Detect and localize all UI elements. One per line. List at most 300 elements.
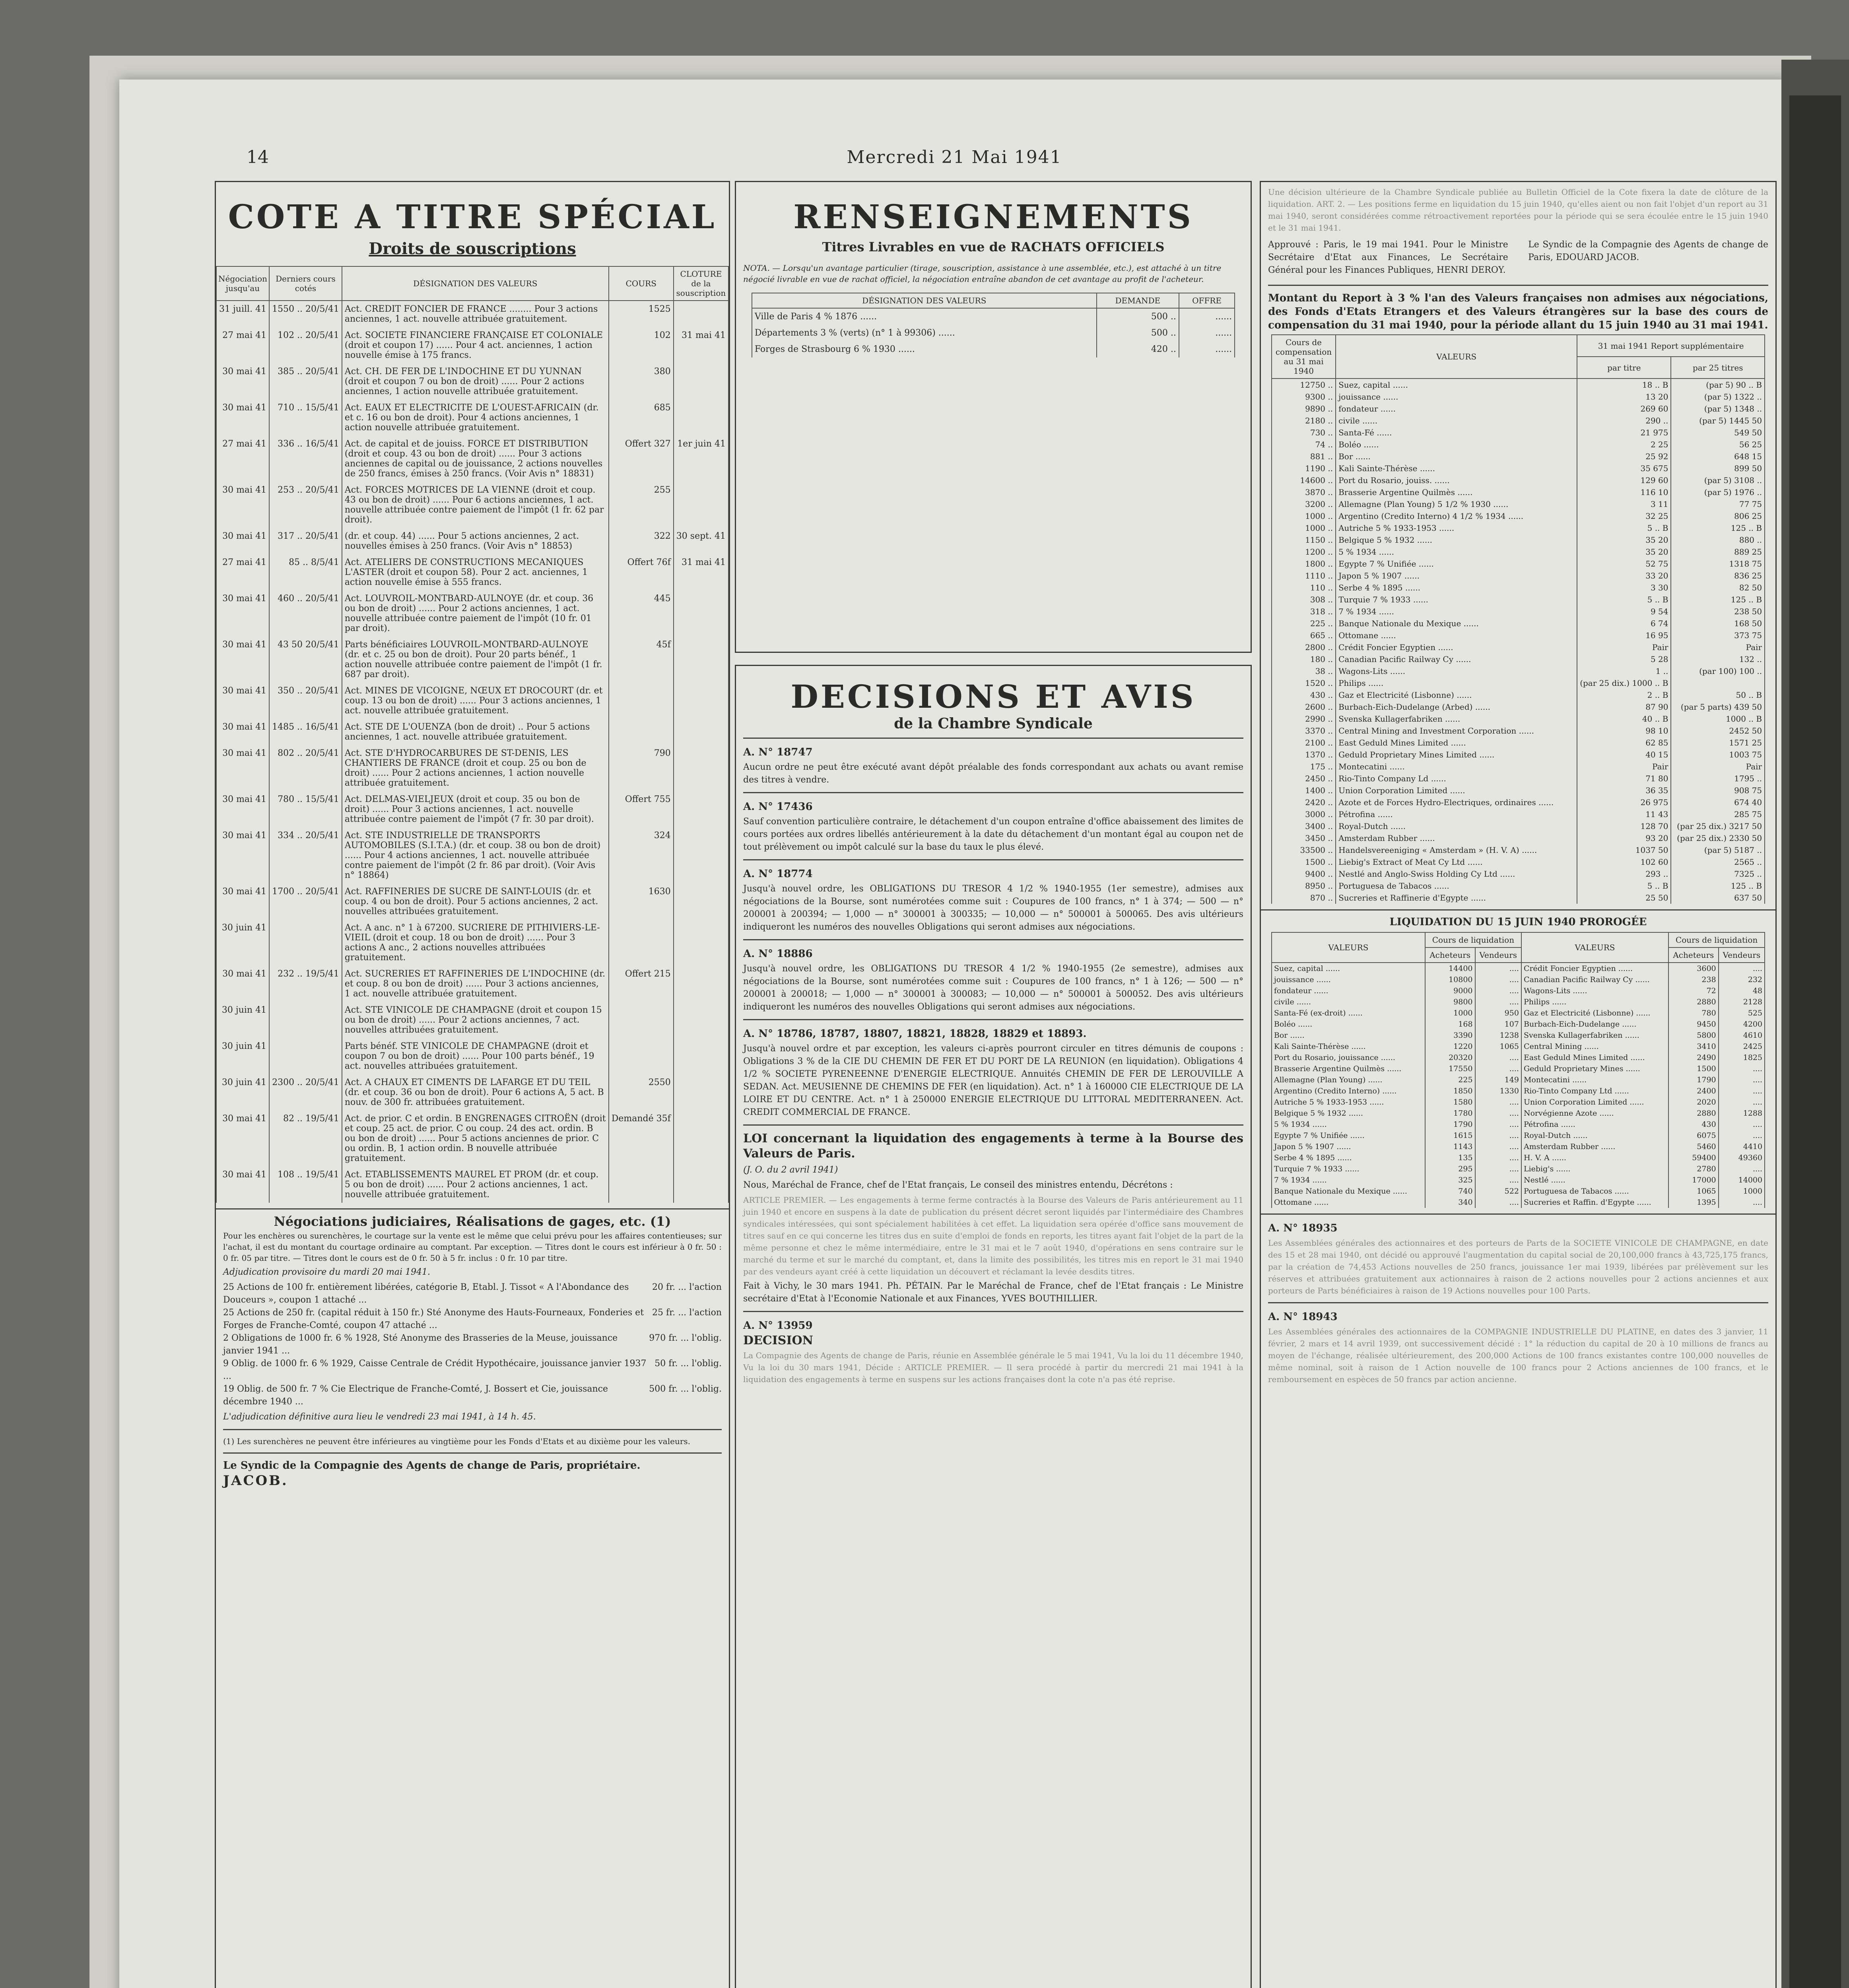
report-par-titre: 290 .. bbox=[1577, 415, 1671, 427]
cours-value bbox=[609, 683, 674, 719]
table-row bbox=[1272, 1186, 1765, 1197]
cloture-date bbox=[674, 301, 728, 327]
table-row bbox=[1272, 498, 1765, 510]
decisions-title: DECISIONS ET AVIS bbox=[790, 678, 1196, 715]
liq-acheteurs: 1790 bbox=[1668, 1074, 1719, 1085]
avis-number: A. N° 18774 bbox=[743, 868, 813, 880]
report-valeur: Svenska Kullagerfabriken ...... bbox=[1336, 713, 1577, 725]
table-row bbox=[1272, 1052, 1765, 1063]
liq-valeur: Norvégienne Azote ...... bbox=[1521, 1108, 1668, 1119]
list-item bbox=[223, 1383, 722, 1408]
liq-valeur: Turquie 7 % 1933 ...... bbox=[1272, 1163, 1425, 1175]
list-item bbox=[223, 1281, 722, 1307]
report-valeur: Wagons-Lits ...... bbox=[1336, 665, 1577, 677]
avis-18935 bbox=[1261, 1222, 1775, 1385]
liq-valeur: Amsterdam Rubber ...... bbox=[1521, 1141, 1668, 1152]
liquidation-title: LIQUIDATION DU 15 JUIN 1940 PROROGÉE bbox=[1389, 916, 1647, 928]
report-cours: 2420 .. bbox=[1272, 796, 1336, 808]
table-row bbox=[1272, 534, 1765, 546]
report-valeur: civile ...... bbox=[1336, 415, 1577, 427]
cloture-date bbox=[674, 637, 728, 683]
liq-vendeurs: 1238 bbox=[1475, 1030, 1521, 1041]
liq-vendeurs: .... bbox=[1475, 996, 1521, 1008]
avis-text: Les Assemblées générales des actionnaires et des porteurs de Parts de la SOCIETE VINICOLE DE CHAMPAGNE, en date des 15 et 28 mai 1940, ont décidé ou approuvé l'augmentation du capital social de 20,100,000 francs à 43,725,175 francs, par la création de 74,453 Actions nouvelles de 250 francs, jouissance 1er mai 1939, libérées par prélèvement sur les réserves et attribuées gratuitement aux actionnaires à raison de 2 actions nouvelles pour 2 actions anciennes et aux porteurs de Parts bénéficiaires à raison de 19 Actions nouvelles pour 100 Parts. bbox=[1268, 1238, 1768, 1295]
report-par-25: 1795 .. bbox=[1671, 773, 1765, 784]
rachat-valeur: Départements 3 % (verts) (n° 1 à 99306) ...... bbox=[752, 325, 1097, 341]
avis-list bbox=[736, 738, 1251, 1119]
liq-acheteurs: 10800 bbox=[1425, 974, 1475, 985]
report-cours: 881 .. bbox=[1272, 450, 1336, 462]
liq-vendeurs: 232 bbox=[1719, 974, 1765, 985]
table-row bbox=[1272, 1197, 1765, 1208]
negociation-date: 30 mai 41 bbox=[216, 590, 269, 637]
rachats-header-2: OFFRE bbox=[1179, 293, 1235, 308]
report-par-25: 674 40 bbox=[1671, 796, 1765, 808]
liq-vendeurs: .... bbox=[1475, 963, 1521, 974]
droits-header-4: CLOTURE de la souscription bbox=[674, 266, 728, 301]
liq-valeur: Svenska Kullagerfabriken ...... bbox=[1521, 1030, 1668, 1041]
table-row bbox=[1272, 761, 1765, 773]
liq-valeur: Philips ...... bbox=[1521, 996, 1668, 1008]
dernier-cours: 350 .. 20/5/41 bbox=[269, 683, 342, 719]
report-par-titre: 35 20 bbox=[1577, 534, 1671, 546]
table-row bbox=[216, 1167, 728, 1203]
table-row bbox=[216, 745, 728, 791]
table-row bbox=[1272, 1175, 1765, 1186]
table-row bbox=[1272, 832, 1765, 844]
report-par-titre: 269 60 bbox=[1577, 403, 1671, 415]
liq-vendeurs: .... bbox=[1719, 1063, 1765, 1074]
report-cours: 225 .. bbox=[1272, 617, 1336, 629]
dernier-cours: 1550 .. 20/5/41 bbox=[269, 301, 342, 327]
liq-acheteurs: 1395 bbox=[1668, 1197, 1719, 1208]
dernier-cours: 385 .. 20/5/41 bbox=[269, 363, 342, 400]
liq-acheteurs: 135 bbox=[1425, 1152, 1475, 1163]
report-cours: 2450 .. bbox=[1272, 773, 1336, 784]
table-row bbox=[1272, 546, 1765, 558]
liq-vendeurs: 2425 bbox=[1719, 1041, 1765, 1052]
report-par-25: 373 75 bbox=[1671, 629, 1765, 641]
report-valeur: jouissance ...... bbox=[1336, 391, 1577, 403]
table-row bbox=[216, 301, 728, 327]
signature-line: Le Syndic de la Compagnie des Agents de change de Paris, propriétaire. bbox=[223, 1460, 641, 1472]
liq-valeur: fondateur ...... bbox=[1272, 985, 1425, 996]
droits-header-1: Derniers cours cotés bbox=[269, 266, 342, 301]
report-cours: 3400 .. bbox=[1272, 820, 1336, 832]
continuation-body: Une décision ultérieure de la Chambre Syndicale publiée au Bulletin Officiel de la Cote fixera la date de clôture de la liquidation. ART. 2. — Les positions ferme en liquidation du 15 juin 1940, qu'elles aient ou non fait l'objet d'un report au 31 mai 1940, seront considérées comme rétroactivement reportées pour la période qui se sera écoulée entre le 15 juin 1940 et le 31 mai 1941. bbox=[1268, 187, 1768, 233]
cloture-date bbox=[674, 1002, 728, 1038]
report-cours: 1370 .. bbox=[1272, 749, 1336, 761]
valeur-designation: Act. STE VINICOLE DE CHAMPAGNE (droit et coupon 15 ou bon de droit) ...... Pour 2 actions anciennes, 7 act. nouvelles attribuées gratuitement. bbox=[342, 1002, 609, 1038]
dernier-cours: 2300 .. 20/5/41 bbox=[269, 1074, 342, 1110]
report-valeur: Pétrofina ...... bbox=[1336, 808, 1577, 820]
valeur-designation: Parts bénéf. STE VINICOLE DE CHAMPAGNE (droit et coupon 7 ou bon de droit) ...... Pour 100 parts bénéf., 19 act. nouvelles attribuées gratuitement. bbox=[342, 1038, 609, 1074]
report-par-25: 836 25 bbox=[1671, 570, 1765, 582]
liq-valeur: Gaz et Electricité (Lisbonne) ...... bbox=[1521, 1008, 1668, 1019]
report-valeur: Port du Rosario, jouiss. ...... bbox=[1336, 474, 1577, 486]
rachat-demande: 500 .. bbox=[1097, 308, 1179, 325]
liq-acheteurs: 325 bbox=[1425, 1175, 1475, 1186]
valeur-designation: Act. MINES DE VICOIGNE, NŒUX ET DROCOURT (dr. et coup. 13 ou bon de droit) ...... Pour 3 actions anciennes, 1 act. nouvelle attribuée gratuitement. bbox=[342, 683, 609, 719]
continuation-text bbox=[1261, 186, 1775, 332]
report-header-group: 31 mai 1941 Report supplémentaire bbox=[1577, 335, 1765, 357]
valeur-designation: Act. DELMAS-VIELJEUX (droit et coup. 35 ou bon de droit) ...... Pour 3 actions anciennes, 1 act. nouvelle attribuée contre paiement de l'impôt (7 fr. 30 par droit). bbox=[342, 791, 609, 827]
report-cours: 730 .. bbox=[1272, 427, 1336, 439]
report-valeur: Montecatini ...... bbox=[1336, 761, 1577, 773]
cours-value: 685 bbox=[609, 400, 674, 436]
report-cours: 3200 .. bbox=[1272, 498, 1336, 510]
report-cours: 14600 .. bbox=[1272, 474, 1336, 486]
liq-vendeurs: .... bbox=[1475, 1175, 1521, 1186]
report-par-25: Pair bbox=[1671, 761, 1765, 773]
adjudication-text: 25 Actions de 100 fr. entièrement libérées, catégorie B, Etabl. J. Tissot « A l'Abondance des Douceurs », coupon 1 attaché ... bbox=[223, 1282, 629, 1305]
valeur-designation: Act. STE INDUSTRIELLE DE TRANSPORTS AUTOMOBILES (S.I.T.A.) (dr. et coup. 38 ou bon de droit) ...... Pour 4 actions anciennes, 1 act. nouvelle attribuée contre paiement de l'impôt (2 fr. 86 par droit). (Voir Avis n° 18864) bbox=[342, 827, 609, 883]
negociation-date: 30 mai 41 bbox=[216, 683, 269, 719]
liq-header-acheteurs-left: Acheteurs bbox=[1425, 947, 1475, 963]
liq-acheteurs: 780 bbox=[1668, 1008, 1719, 1019]
valeur-designation: Act. CREDIT FONCIER DE FRANCE ........ Pour 3 actions anciennes, 1 act. nouvelle attribuée gratuitement. bbox=[342, 301, 609, 327]
liq-vendeurs: .... bbox=[1719, 1074, 1765, 1085]
report-cours: 33500 .. bbox=[1272, 844, 1336, 856]
report-valeur: Nestlé and Anglo-Swiss Holding Cy Ltd ...... bbox=[1336, 868, 1577, 880]
liq-valeur: Ottomane ...... bbox=[1272, 1197, 1425, 1208]
valeur-designation: Act. STE DE L'OUENZA (bon de droit) .. Pour 5 actions anciennes, 1 act. nouvelle attribuée gratuitement. bbox=[342, 719, 609, 745]
table-row bbox=[1272, 1108, 1765, 1119]
table-row bbox=[1272, 856, 1765, 868]
cours-value: 790 bbox=[609, 745, 674, 791]
liq-valeur: H. V. A ...... bbox=[1521, 1152, 1668, 1163]
liq-vendeurs: .... bbox=[1475, 1052, 1521, 1063]
divider bbox=[223, 1429, 722, 1430]
report-cours: 1200 .. bbox=[1272, 546, 1336, 558]
table-row bbox=[1272, 474, 1765, 486]
valeur-designation: Act. CH. DE FER DE L'INDOCHINE ET DU YUNNAN (droit et coupon 7 ou bon de droit) ...... Pour 2 actions anciennes, 1 action nouvelle attribuée gratuitement. bbox=[342, 363, 609, 400]
scan-edge bbox=[1789, 95, 1841, 1988]
table-row bbox=[216, 827, 728, 883]
liq-acheteurs: 9000 bbox=[1425, 985, 1475, 996]
report-par-titre: 18 .. B bbox=[1577, 379, 1671, 391]
cloture-date bbox=[674, 1038, 728, 1074]
droits-table bbox=[216, 266, 729, 1203]
adjudication-list bbox=[223, 1281, 722, 1408]
liq-valeur: Boléo ...... bbox=[1272, 1019, 1425, 1030]
report-par-titre: 98 10 bbox=[1577, 725, 1671, 737]
negociation-date: 27 mai 41 bbox=[216, 327, 269, 363]
rule-divider bbox=[743, 859, 1243, 860]
report-valeur: Suez, capital ...... bbox=[1336, 379, 1577, 391]
table-row bbox=[1272, 582, 1765, 594]
report-cours: 2180 .. bbox=[1272, 415, 1336, 427]
adjudication-price: 20 fr. ... l'action bbox=[652, 1282, 722, 1292]
valeur-designation: Act. STE D'HYDROCARBURES DE ST-DENIS, LES CHANTIERS DE FRANCE (droit et coup. 25 ou bon de droit) ...... Pour 2 actions anciennes, 1 action nouvelle attribuée gratuitement. bbox=[342, 745, 609, 791]
dernier-cours: 232 .. 19/5/41 bbox=[269, 966, 342, 1002]
valeur-designation: Act. EAUX ET ELECTRICITE DE L'OUEST-AFRICAIN (dr. et c. 16 ou bon de droit). Pour 4 actions anciennes, 1 action nouvelle attribuée gratuitement. bbox=[342, 400, 609, 436]
table-row bbox=[1272, 391, 1765, 403]
report-par-titre: 129 60 bbox=[1577, 474, 1671, 486]
adjudication-price: 970 fr. ... l'oblig. bbox=[649, 1333, 722, 1343]
report-header-par-25: par 25 titres bbox=[1671, 357, 1765, 379]
report-par-25: (par 5) 3108 .. bbox=[1671, 474, 1765, 486]
liq-vendeurs: .... bbox=[1475, 1108, 1521, 1119]
report-cours: 9300 .. bbox=[1272, 391, 1336, 403]
dernier-cours: 85 .. 8/5/41 bbox=[269, 554, 342, 590]
cloture-date bbox=[674, 482, 728, 528]
liq-valeur: Montecatini ...... bbox=[1521, 1074, 1668, 1085]
report-par-titre: 52 75 bbox=[1577, 558, 1671, 570]
droits-header-0: Négociation jusqu'au bbox=[216, 266, 269, 301]
liq-acheteurs: 1615 bbox=[1425, 1130, 1475, 1141]
signature-name: JACOB. bbox=[223, 1473, 288, 1489]
report-par-25: 2565 .. bbox=[1671, 856, 1765, 868]
report-cours: 870 .. bbox=[1272, 892, 1336, 904]
table-row bbox=[1272, 963, 1765, 974]
table-row bbox=[1272, 510, 1765, 522]
valeur-designation: Act. SUCRERIES ET RAFFINERIES DE L'INDOCHINE (dr. et coup. 8 ou bon de droit) ...... Pour 3 actions anciennes, 1 act. nouvelle attribuée gratuitement. bbox=[342, 966, 609, 1002]
liq-vendeurs: 4610 bbox=[1719, 1030, 1765, 1041]
table-row bbox=[1272, 784, 1765, 796]
rachat-demande: 420 .. bbox=[1097, 341, 1179, 357]
liq-vendeurs: 2128 bbox=[1719, 996, 1765, 1008]
table-row bbox=[1272, 1074, 1765, 1085]
cloture-date bbox=[674, 1167, 728, 1203]
dernier-cours: 43 50 20/5/41 bbox=[269, 637, 342, 683]
table-row bbox=[1272, 379, 1765, 391]
report-par-25: 1000 .. B bbox=[1671, 713, 1765, 725]
negociations-title: Négociations judiciaires, Réalisations de gages, etc. (1) bbox=[274, 1214, 671, 1229]
table-row bbox=[216, 966, 728, 1002]
liq-valeur: civile ...... bbox=[1272, 996, 1425, 1008]
cloture-date bbox=[674, 966, 728, 1002]
table-row bbox=[1272, 606, 1765, 617]
report-par-25: 125 .. B bbox=[1671, 522, 1765, 534]
report-header-cours: Cours de compensation au 31 mai 1940 bbox=[1272, 335, 1336, 379]
liq-valeur: Liebig's ...... bbox=[1521, 1163, 1668, 1175]
table-row bbox=[1272, 868, 1765, 880]
liq-vendeurs: .... bbox=[1719, 1163, 1765, 1175]
report-valeur: Turquie 7 % 1933 ...... bbox=[1336, 594, 1577, 606]
report-cours: 8950 .. bbox=[1272, 880, 1336, 892]
table-row bbox=[1272, 1030, 1765, 1041]
page-number: 14 bbox=[247, 147, 269, 167]
report-header-par-titre: par titre bbox=[1577, 357, 1671, 379]
rachat-valeur: Forges de Strasbourg 6 % 1930 ...... bbox=[752, 341, 1097, 357]
table-row bbox=[1272, 1119, 1765, 1130]
report-cours: 175 .. bbox=[1272, 761, 1336, 773]
adjudication-text: 25 Actions de 250 fr. (capital réduit à 150 fr.) Sté Anonyme des Hauts-Fourneaux, Fonderies et Forges de Franche-Comté, coupon 47 attaché ... bbox=[223, 1308, 644, 1330]
dernier-cours: 334 .. 20/5/41 bbox=[269, 827, 342, 883]
liq-valeur: East Geduld Mines Limited ...... bbox=[1521, 1052, 1668, 1063]
report-par-titre: 2 25 bbox=[1577, 439, 1671, 450]
cours-value bbox=[609, 1002, 674, 1038]
liq-acheteurs: 20320 bbox=[1425, 1052, 1475, 1063]
table-row bbox=[1272, 1097, 1765, 1108]
cours-value: 380 bbox=[609, 363, 674, 400]
report-valeur: Portuguesa de Tabacos ...... bbox=[1336, 880, 1577, 892]
liq-acheteurs: 340 bbox=[1425, 1197, 1475, 1208]
report-par-25: (par 5 parts) 439 50 bbox=[1671, 701, 1765, 713]
report-valeur: 7 % 1934 ...... bbox=[1336, 606, 1577, 617]
liq-acheteurs: 5460 bbox=[1668, 1141, 1719, 1152]
decisions-box bbox=[735, 665, 1252, 1988]
liq-vendeurs: .... bbox=[1475, 1141, 1521, 1152]
negociation-date: 31 juill. 41 bbox=[216, 301, 269, 327]
cours-value: 1630 bbox=[609, 883, 674, 920]
report-par-25: (par 5) 1322 .. bbox=[1671, 391, 1765, 403]
report-par-25: 549 50 bbox=[1671, 427, 1765, 439]
cloture-date bbox=[674, 683, 728, 719]
table-row bbox=[216, 637, 728, 683]
report-valeur: East Geduld Mines Limited ...... bbox=[1336, 737, 1577, 749]
report-cours: 3450 .. bbox=[1272, 832, 1336, 844]
cote-subtitle: Droits de souscriptions bbox=[369, 239, 576, 258]
liq-header-valeurs-right: VALEURS bbox=[1521, 932, 1668, 963]
page-header bbox=[119, 147, 1789, 171]
table-row bbox=[1272, 701, 1765, 713]
avis-text: Sauf convention particulière contraire, le détachement d'un coupon entraîne d'office abaissement des limites de cours portées aux ordres libellés antérieurement à la date du détachement d'un montant égal au coupon net de tout prélèvement ou impôt calculé sur la base du taux le plus élevé. bbox=[743, 817, 1243, 852]
liq-vendeurs: .... bbox=[1719, 1097, 1765, 1108]
cours-value: Offert 215 bbox=[609, 966, 674, 1002]
report-par-titre: 5 .. B bbox=[1577, 594, 1671, 606]
rachats-header-0: DÉSIGNATION DES VALEURS bbox=[752, 293, 1097, 308]
report-par-25: 7325 .. bbox=[1671, 868, 1765, 880]
report-valeur: Canadian Pacific Railway Cy ...... bbox=[1336, 653, 1577, 665]
report-par-titre: 5 28 bbox=[1577, 653, 1671, 665]
rachats-subtitle: Titres Livrables en vue de RACHATS OFFICIELS bbox=[822, 239, 1165, 254]
negociation-date: 30 mai 41 bbox=[216, 719, 269, 745]
report-par-titre: 21 975 bbox=[1577, 427, 1671, 439]
table-row bbox=[1272, 1152, 1765, 1163]
table-row bbox=[1272, 522, 1765, 534]
dernier-cours: 317 .. 20/5/41 bbox=[269, 528, 342, 554]
rachats-table bbox=[752, 293, 1235, 357]
report-par-25: 125 .. B bbox=[1671, 594, 1765, 606]
liq-acheteurs: 59400 bbox=[1668, 1152, 1719, 1163]
liq-vendeurs: 522 bbox=[1475, 1186, 1521, 1197]
liq-vendeurs: 1288 bbox=[1719, 1108, 1765, 1119]
liq-vendeurs: .... bbox=[1719, 963, 1765, 974]
report-par-titre: 93 20 bbox=[1577, 832, 1671, 844]
liq-acheteurs: 9800 bbox=[1425, 996, 1475, 1008]
report-valeur: Serbe 4 % 1895 ...... bbox=[1336, 582, 1577, 594]
table-row bbox=[1272, 985, 1765, 996]
report-par-titre: 2 .. B bbox=[1577, 689, 1671, 701]
table-row bbox=[1272, 427, 1765, 439]
report-par-25: 899 50 bbox=[1671, 462, 1765, 474]
divider bbox=[743, 1311, 1243, 1312]
report-cours: 9890 .. bbox=[1272, 403, 1336, 415]
divider bbox=[1268, 1302, 1768, 1303]
valeur-designation: Act. de prior. C et ordin. B ENGRENAGES CITROËN (droit et coup. 25 act. de prior. C ou coup. 24 des act. ordin. B ou bon de droit) ...... Pour 5 actions anciennes de prior. C ou ordin. B, 1 action ordin. B nouvelle attribuée gratuitement. bbox=[342, 1110, 609, 1167]
list-item bbox=[223, 1307, 722, 1332]
liq-vendeurs: 48 bbox=[1719, 985, 1765, 996]
liq-acheteurs: 2020 bbox=[1668, 1097, 1719, 1108]
report-par-25: (par 5) 1445 50 bbox=[1671, 415, 1765, 427]
liq-valeur: Belgique 5 % 1932 ...... bbox=[1272, 1108, 1425, 1119]
report-par-25: Pair bbox=[1671, 641, 1765, 653]
cours-value bbox=[609, 719, 674, 745]
report-par-titre: 32 25 bbox=[1577, 510, 1671, 522]
report-par-25: 889 25 bbox=[1671, 546, 1765, 558]
report-par-25: (par 100) 100 .. bbox=[1671, 665, 1765, 677]
negociation-date: 30 juin 41 bbox=[216, 1002, 269, 1038]
liq-valeur: Crédit Foncier Egyptien ...... bbox=[1521, 963, 1668, 974]
report-par-25: 908 75 bbox=[1671, 784, 1765, 796]
divider bbox=[743, 1124, 1243, 1126]
liq-acheteurs: 1500 bbox=[1668, 1063, 1719, 1074]
adjudication-text: 9 Oblig. de 1000 fr. 6 % 1929, Caisse Centrale de Crédit Hypothécaire, jouissance janvier 1937 ... bbox=[223, 1359, 647, 1381]
cours-value: Demandé 35f bbox=[609, 1110, 674, 1167]
report-valeur: Boléo ...... bbox=[1336, 439, 1577, 450]
liq-vendeurs: 1000 bbox=[1719, 1186, 1765, 1197]
cloture-date: 30 sept. 41 bbox=[674, 528, 728, 554]
liq-acheteurs: 3600 bbox=[1668, 963, 1719, 974]
liq-header-group-left: Cours de liquidation bbox=[1425, 932, 1521, 947]
report-valeur: Ottomane ...... bbox=[1336, 629, 1577, 641]
report-title: Montant du Report à 3 % l'an des Valeurs françaises non admises aux négociations, des Fonds d'Etats Etrangers et des Valeurs étrangères sur la base des cours de compensation du 31 mai 1940, pour la période allant du 15 juin 1940 au 31 mai 1941. bbox=[1268, 292, 1768, 331]
report-valeur: Liebig's Extract of Meat Cy Ltd ...... bbox=[1336, 856, 1577, 868]
liq-vendeurs: .... bbox=[1475, 1063, 1521, 1074]
page-date: Mercredi 21 Mai 1941 bbox=[847, 147, 1062, 167]
cloture-date bbox=[674, 719, 728, 745]
report-par-titre: Pair bbox=[1577, 761, 1671, 773]
liq-valeur: Burbach-Eich-Dudelange ...... bbox=[1521, 1019, 1668, 1030]
table-row bbox=[1272, 773, 1765, 784]
valeur-designation: Act. LOUVROIL-MONTBARD-AULNOYE (dr. et coup. 36 ou bon de droit) ...... Pour 2 actions anciennes, 1 act. nouvelle attribuée contre paiement de l'impôt (10 fr. 01 par droit). bbox=[342, 590, 609, 637]
syndic-text: Le Syndic de la Compagnie des Agents de change de Paris, EDOUARD JACOB. bbox=[1528, 240, 1768, 262]
report-valeur: Kali Sainte-Thérèse ...... bbox=[1336, 462, 1577, 474]
report-cours: 74 .. bbox=[1272, 439, 1336, 450]
table-row bbox=[216, 482, 728, 528]
divider bbox=[216, 1208, 729, 1209]
valeur-designation: Act. RAFFINERIES DE SUCRE DE SAINT-LOUIS (dr. et coup. 4 ou bon de droit). Pour 5 actions anciennes, 2 act. nouvelles attribuées gratuitement. bbox=[342, 883, 609, 920]
cloture-date bbox=[674, 400, 728, 436]
report-cours: 308 .. bbox=[1272, 594, 1336, 606]
report-par-titre: (par 25 dix.) 1000 .. B bbox=[1577, 677, 1671, 689]
dernier-cours bbox=[269, 1038, 342, 1074]
report-par-25: 637 50 bbox=[1671, 892, 1765, 904]
report-cours: 3000 .. bbox=[1272, 808, 1336, 820]
table-row bbox=[1272, 996, 1765, 1008]
valeur-designation: Act. de capital et de jouiss. FORCE ET DISTRIBUTION (droit et coup. 43 ou bon de droit) ...... Pour 3 actions anciennes de capital ou de jouissance, 2 actions nouvelles de 250 francs, émises à 250 francs. (Voir Avis n° 18831) bbox=[342, 436, 609, 482]
cloture-date bbox=[674, 920, 728, 966]
liq-vendeurs: .... bbox=[1475, 1097, 1521, 1108]
report-header-valeurs: VALEURS bbox=[1336, 335, 1577, 379]
liq-header-acheteurs-right: Acheteurs bbox=[1668, 947, 1719, 963]
table-row bbox=[216, 683, 728, 719]
report-cours: 1190 .. bbox=[1272, 462, 1336, 474]
liq-vendeurs: .... bbox=[1475, 1130, 1521, 1141]
valeur-designation: Act. SOCIETE FINANCIERE FRANÇAISE ET COLONIALE (droit et coupon 17) ...... Pour 4 act. anciennes, 1 action nouvelle émise à 175 francs. bbox=[342, 327, 609, 363]
avis-number: A. N° 18747 bbox=[743, 746, 813, 758]
report-par-25: 77 75 bbox=[1671, 498, 1765, 510]
report-valeur: Union Corporation Limited ...... bbox=[1336, 784, 1577, 796]
negociation-date: 27 mai 41 bbox=[216, 436, 269, 482]
report-par-25: 238 50 bbox=[1671, 606, 1765, 617]
liq-valeur: Rio-Tinto Company Ltd ...... bbox=[1521, 1085, 1668, 1097]
droits-header-2: DÉSIGNATION DES VALEURS bbox=[342, 266, 609, 301]
liq-acheteurs: 225 bbox=[1425, 1074, 1475, 1085]
table-row bbox=[1272, 880, 1765, 892]
table-row bbox=[1272, 725, 1765, 737]
negociation-date: 30 mai 41 bbox=[216, 637, 269, 683]
liq-valeur: Wagons-Lits ...... bbox=[1521, 985, 1668, 996]
report-par-titre: 35 675 bbox=[1577, 462, 1671, 474]
table-row bbox=[1272, 462, 1765, 474]
liq-acheteurs: 2780 bbox=[1668, 1163, 1719, 1175]
liq-acheteurs: 9450 bbox=[1668, 1019, 1719, 1030]
table-row bbox=[1272, 665, 1765, 677]
report-par-25: 648 15 bbox=[1671, 450, 1765, 462]
